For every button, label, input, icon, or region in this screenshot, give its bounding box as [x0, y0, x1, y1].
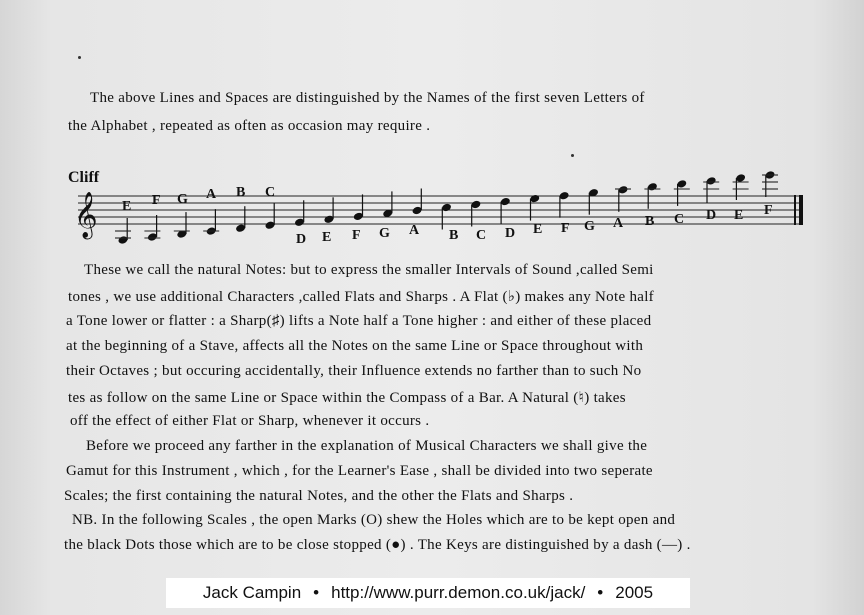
- note-label-upper: C: [265, 185, 276, 200]
- notes-group: [115, 170, 778, 245]
- clef-label: Cliff: [68, 169, 100, 186]
- body-line: the black Dots those which are to be close stopped (●) . The Keys are distinguished by a dash (—) .: [64, 537, 691, 553]
- body-line: NB. In the following Scales , the open Marks (O) shew the Holes which are to be kept open and: [72, 512, 676, 528]
- note-label-upper: F: [152, 193, 161, 208]
- music-staff: [0, 150, 864, 250]
- note-label-lower: C: [476, 228, 487, 243]
- credit-separator: •: [597, 583, 604, 602]
- note-label-lower: E: [734, 208, 744, 223]
- note-label-lower: E: [533, 222, 543, 237]
- body-line: a Tone lower or flatter : a Sharp(♯) lifts a Note half a Tone higher : and either of these placed: [66, 313, 652, 329]
- note-label-lower: A: [409, 223, 420, 238]
- note-label-lower: B: [449, 228, 459, 243]
- note-label-lower: A: [613, 216, 624, 231]
- note-label-lower: F: [352, 228, 361, 243]
- intro-line: the Alphabet , repeated as often as occasion may require .: [68, 118, 431, 134]
- credit-banner: [166, 578, 690, 608]
- note-label-upper: E: [122, 199, 132, 214]
- body-line: Before we proceed any farther in the explanation of Musical Characters we shall give the: [86, 438, 648, 454]
- treble-clef-icon: 𝄞: [74, 192, 98, 238]
- body-line: at the beginning of a Stave, affects all the Notes on the same Line or Space throughout with: [66, 338, 644, 354]
- note-label-lower: E: [322, 230, 332, 245]
- credit-separator: •: [313, 583, 320, 602]
- credit-year: 2005: [615, 583, 654, 602]
- body-line: Gamut for this Instrument , which , for the Learner's Ease , shall be divided into two seperate: [66, 463, 653, 479]
- body-line: tes as follow on the same Line or Space within the Compass of a Bar. A Natural (♮) takes: [68, 390, 626, 406]
- speck: [78, 56, 81, 59]
- note-label-lower: B: [645, 214, 655, 229]
- body-line: tones , we use additional Characters ,called Flats and Sharps . A Flat (♭) makes any Note half: [68, 289, 654, 305]
- note-label-lower: G: [379, 226, 390, 241]
- intro-line: The above Lines and Spaces are distinguished by the Names of the first seven Letters of: [90, 90, 645, 106]
- note-label-lower: D: [296, 232, 307, 247]
- credit-url[interactable]: http://www.purr.demon.co.uk/jack/: [331, 583, 586, 602]
- credit-name: Jack Campin: [202, 583, 302, 602]
- body-line: off the effect of either Flat or Sharp, whenever it occurs .: [70, 413, 430, 429]
- body-line: their Octaves ; but occuring accidentally, their Influence extends no farther than to such No: [66, 363, 642, 379]
- note-label-upper: G: [177, 192, 188, 207]
- body-line: These we call the natural Notes: but to express the smaller Intervals of Sound ,called Semi: [84, 262, 654, 278]
- note-label-lower: G: [584, 219, 595, 234]
- note-label-lower: D: [706, 208, 717, 223]
- note-label-lower: D: [505, 226, 516, 241]
- note-label-lower: F: [764, 203, 773, 218]
- note-label-lower: C: [674, 212, 685, 227]
- note-label-upper: A: [206, 187, 217, 202]
- note-label-upper: B: [236, 185, 246, 200]
- note-label-lower: F: [561, 221, 570, 236]
- body-line: Scales; the first containing the natural Notes, and the other the Flats and Sharps .: [64, 488, 574, 504]
